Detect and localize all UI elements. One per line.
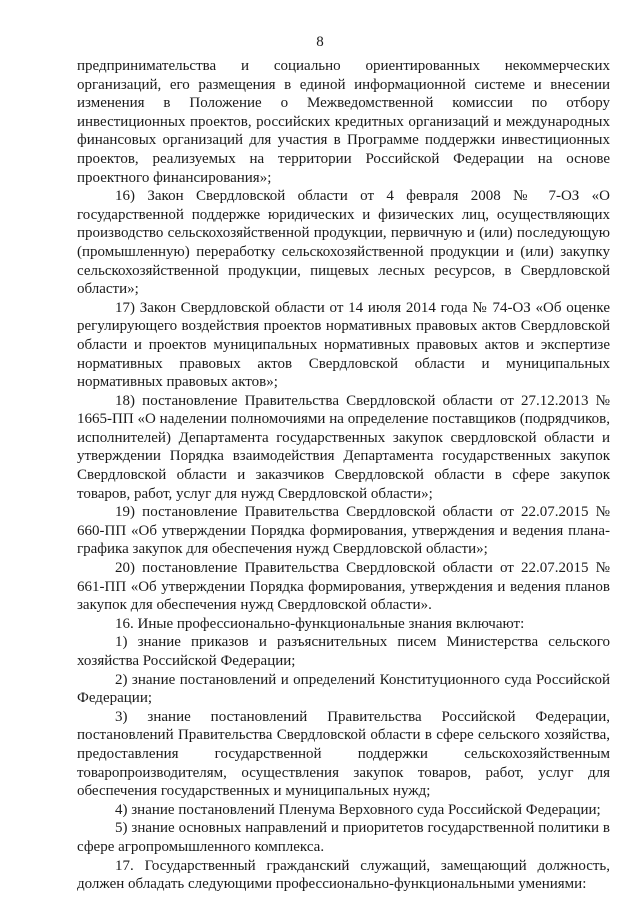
knowledge-item-4: 4) знание постановлений Пленума Верховного суда Российской Федерации; bbox=[115, 801, 601, 818]
paragraph-item-16: 16) Закон Свердловской области от 4 февраля 2008 № 7-ОЗ «О государственной поддержке юридических и физических лиц, осуществляющих производство сельскохозяйственной продукции, первичную и (или) последующую (промышленную) переработку сельскохозяйственной продукции и (или) закупку сельскохозяйственной продукции, пищевых лесных ресурсов, в Свердловской области»; bbox=[77, 188, 610, 298]
page-number: 8 bbox=[316, 34, 324, 50]
paragraph-item-20: 20) постановление Правительства Свердловской области от 22.07.2015 № 661-ПП «Об утверждении Порядка формирования, утверждения и ведения планов закупок для обеспечения нужд Свердловской области». bbox=[77, 560, 610, 614]
paragraph-continuation: предпринимательства и социально ориентированных некоммерческих организаций, его размещения в единой информационной системе и внесении изменения в Положение о Межведомственной комиссии по отбору инвестиционных проектов, российских кредитных организаций и международных финансовых организаций для участия в Программе поддержки инвестиционных проектов, реализуемых на территории Российской Федерации на основе проектного финансирования»; bbox=[77, 58, 610, 186]
paragraph-item-17: 17) Закон Свердловской области от 14 июля 2014 года № 74-ОЗ «Об оценке регулирующего воздействия проектов нормативных правовых актов Свердловской области и проектов муниципальных нормативных правовых актов и экспертизе нормативных правовых актов Свердловской области и муниципальных нормативных правовых актов»; bbox=[77, 299, 610, 391]
paragraph-item-19: 19) постановление Правительства Свердловской области от 22.07.2015 № 660-ПП «Об утверждении Порядка формирования, утверждения и ведения плана-графика закупок для обеспечения нужд Свердловской области»; bbox=[77, 504, 610, 558]
section-17-heading: 17. Государственный гражданский служащий, замещающий должность, должен обладать следующими профессионально-функциональными умениями: bbox=[77, 857, 610, 893]
knowledge-item-1: 1) знание приказов и разъяснительных писем Министерства сельского хозяйства Российской Федерации; bbox=[77, 634, 610, 669]
knowledge-item-5: 5) знание основных направлений и приоритетов государственной политики в сфере агропромышленного комплекса. bbox=[77, 820, 610, 855]
paragraph-item-18: 18) постановление Правительства Свердловской области от 27.12.2013 № 1665-ПП «О наделении полномочиями на определение поставщиков (подрядчиков, исполнителей) Департамента государственных закупок свердловской области и утверждении Порядка взаимодействия Департамента государственных закупок Свердловской области и заказчиков Свердловской области в сфере закупок товаров, работ, услуг для нужд Свердловской области»; bbox=[77, 392, 610, 502]
knowledge-item-2: 2) знание постановлений и определений Конституционного суда Российской Федерации; bbox=[77, 671, 610, 707]
document-body bbox=[77, 36, 610, 894]
knowledge-item-3: 3) знание постановлений Правительства Российской Федерации, постановлений Правительства Свердловской области в сфере сельского хозяйства, предоставления государственной поддержки сельскохозяйственным товаропроизводителям, осуществления закупок товаров, работ, услуг для обеспечения государственных и муниципальных нужд; bbox=[77, 708, 610, 800]
section-16-heading: 16. Иные профессионально-функциональные знания включают: bbox=[115, 615, 525, 632]
